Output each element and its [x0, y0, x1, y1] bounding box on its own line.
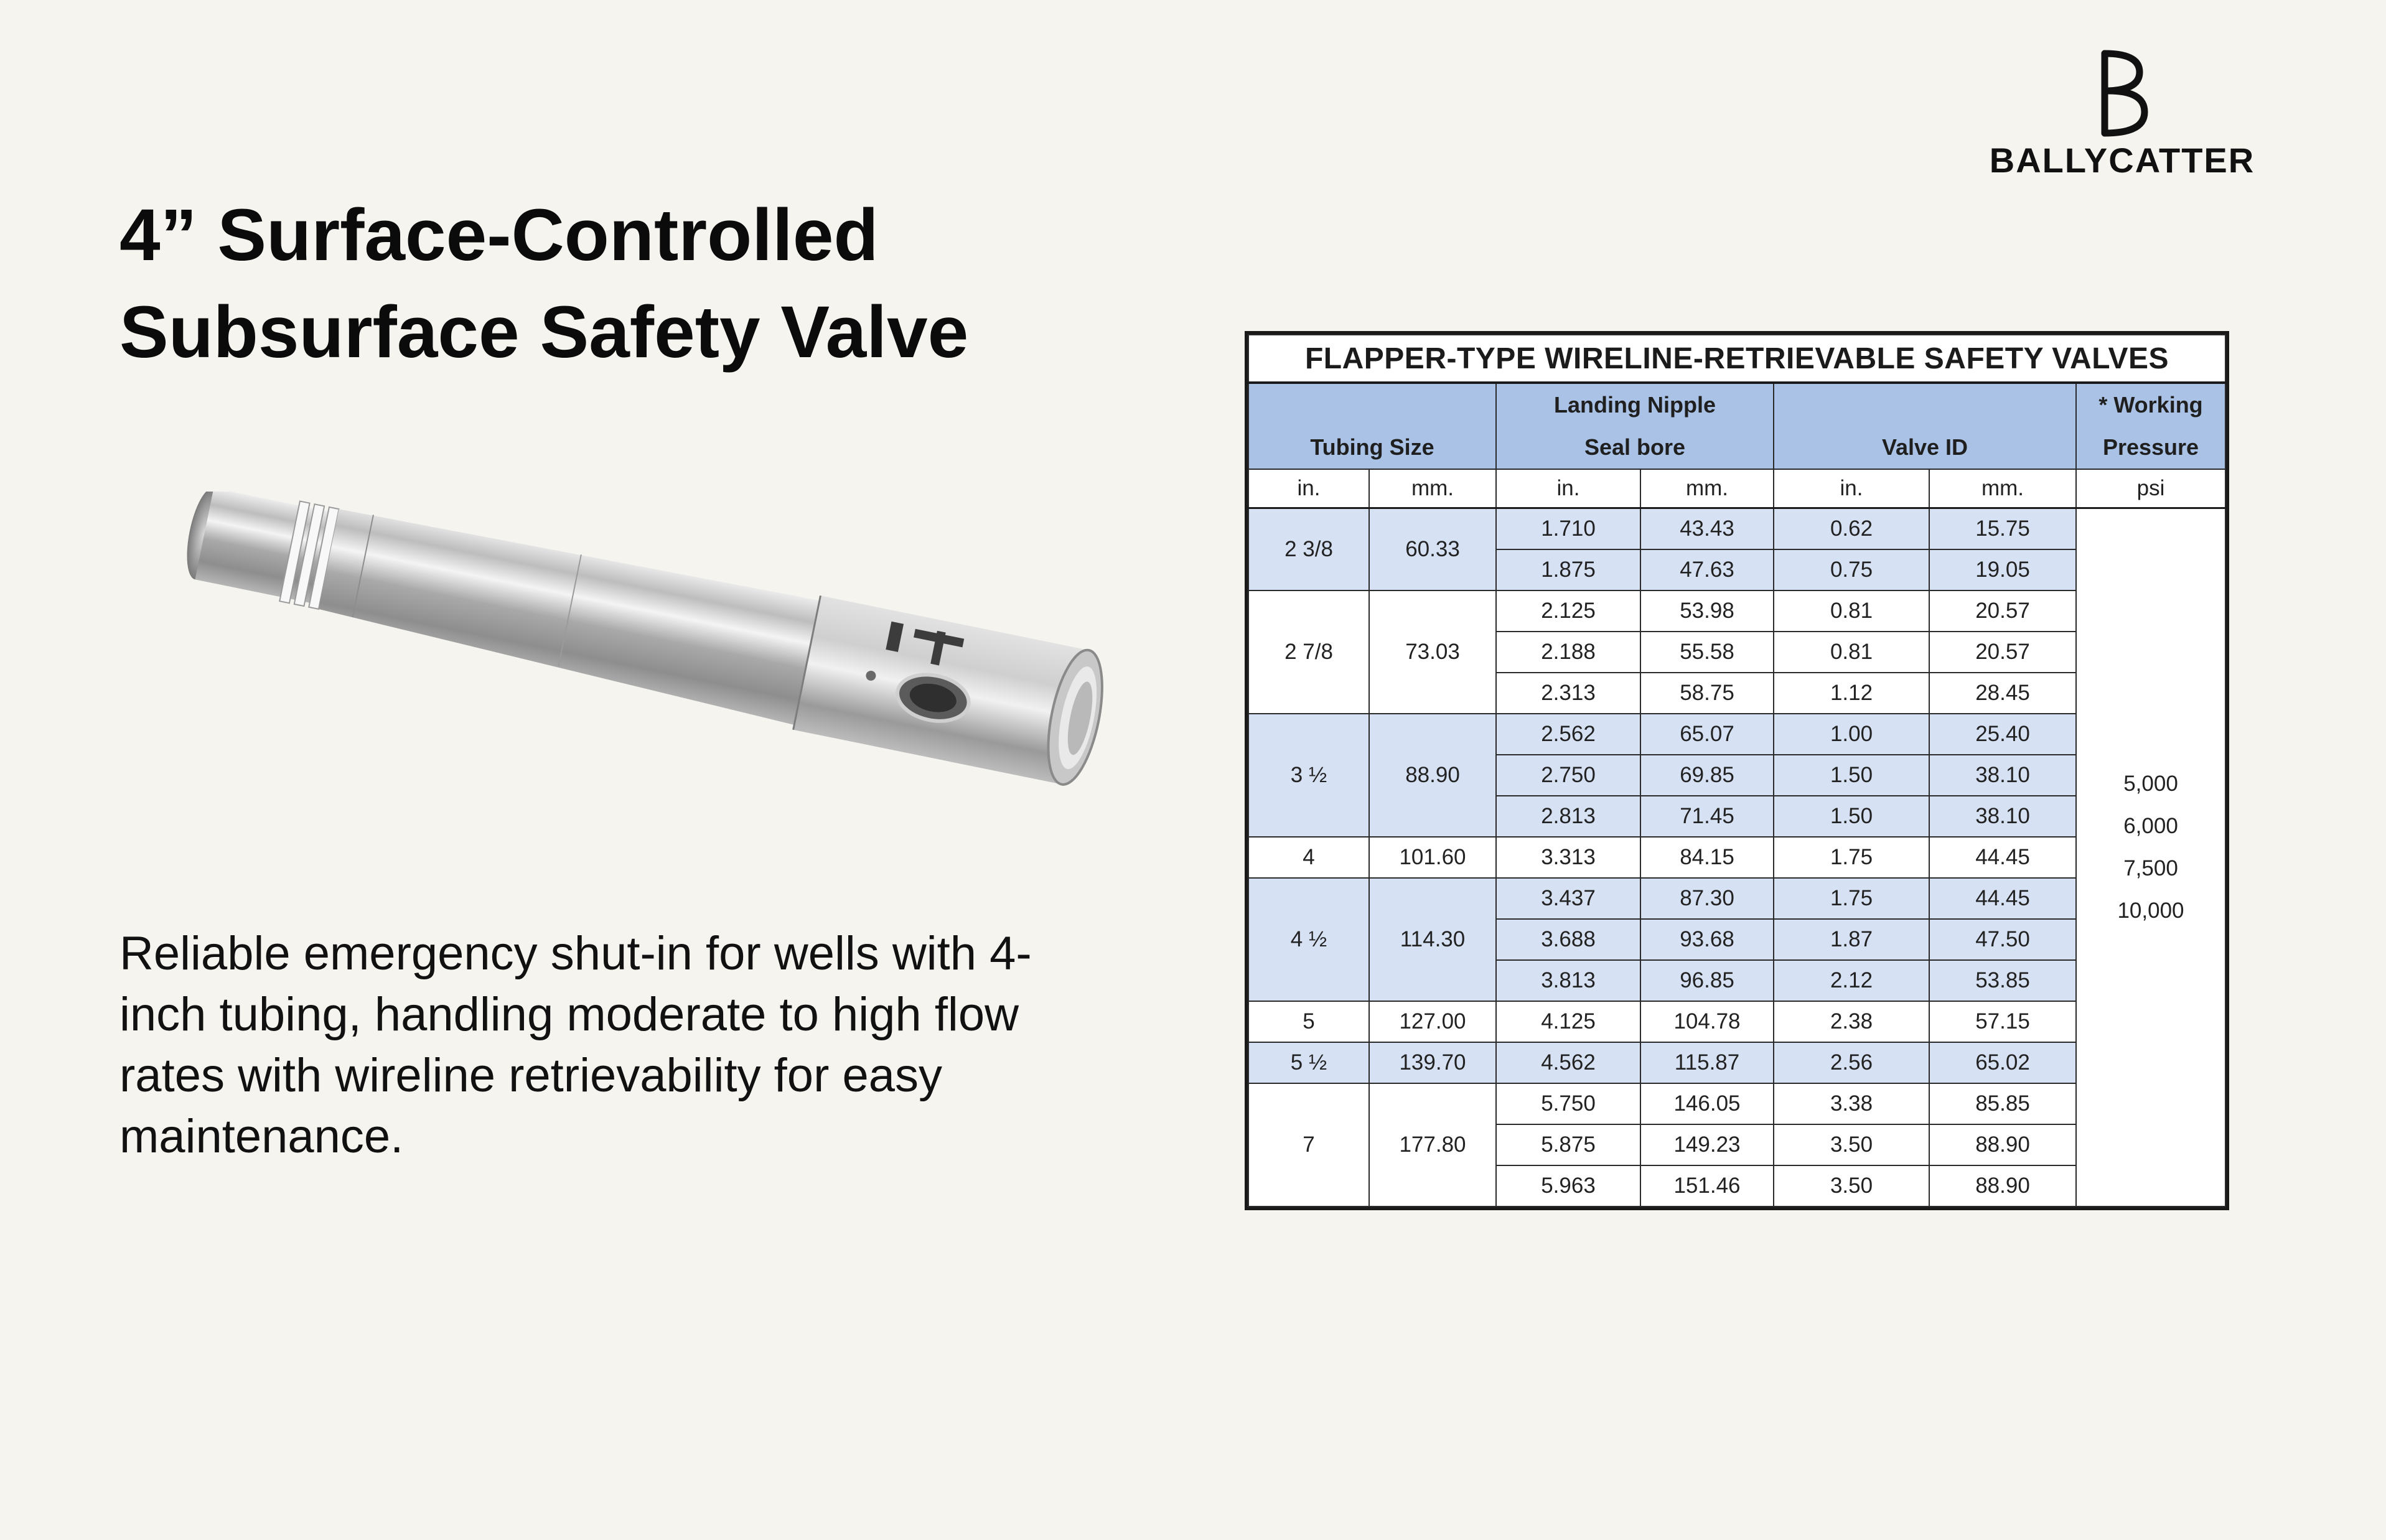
working-pressure-value: 7,500	[2123, 856, 2178, 880]
header-landing-nipple-line-2: Seal bore	[1584, 434, 1686, 460]
tubing-size-mm-cell: 177.80	[1369, 1083, 1496, 1206]
seal-mm-cell: 71.45	[1640, 796, 1774, 837]
header-working-pressure	[2076, 383, 2225, 469]
units-row	[1248, 469, 2225, 508]
valve-mm-cell: 38.10	[1929, 796, 2076, 837]
valve-mm-cell: 15.75	[1929, 508, 2076, 550]
header-valve-id	[1774, 383, 2076, 469]
seal-mm-cell: 43.43	[1640, 508, 1774, 550]
seal-in-cell: 4.125	[1496, 1001, 1640, 1042]
seal-mm-cell: 149.23	[1640, 1124, 1774, 1165]
valve-mm-cell: 85.85	[1929, 1083, 2076, 1124]
valve-mm-cell: 88.90	[1929, 1124, 2076, 1165]
seal-mm-cell: 151.46	[1640, 1165, 1774, 1206]
header-valve-id-label: Valve ID	[1881, 434, 1968, 460]
seal-mm-cell: 65.07	[1640, 714, 1774, 755]
valve-in-cell: 3.50	[1774, 1124, 1929, 1165]
valve-in-cell: 2.56	[1774, 1042, 1929, 1083]
seal-in-cell: 3.688	[1496, 919, 1640, 960]
valve-in-cell: 0.62	[1774, 508, 1929, 550]
valve-in-cell: 0.81	[1774, 632, 1929, 673]
safety-valve-product-image	[162, 492, 1108, 840]
tubing-size-in-cell: 7	[1248, 1083, 1369, 1206]
valve-in-cell: 1.75	[1774, 837, 1929, 878]
seal-in-cell: 2.813	[1496, 796, 1640, 837]
seal-mm-cell: 53.98	[1640, 590, 1774, 632]
tubing-size-mm-cell: 139.70	[1369, 1042, 1496, 1083]
valve-mm-cell: 28.45	[1929, 673, 2076, 714]
seal-mm-cell: 93.68	[1640, 919, 1774, 960]
tubing-size-mm-cell: 127.00	[1369, 1001, 1496, 1042]
valve-in-cell: 3.50	[1774, 1165, 1929, 1206]
tubing-size-mm-cell: 73.03	[1369, 590, 1496, 714]
seal-in-cell: 5.875	[1496, 1124, 1640, 1165]
seal-mm-cell: 87.30	[1640, 878, 1774, 919]
header-tubing-size	[1248, 383, 1496, 469]
valve-mm-cell: 88.90	[1929, 1165, 2076, 1206]
table-title: FLAPPER-TYPE WIRELINE-RETRIEVABLE SAFETY VALVES	[1248, 335, 2225, 383]
unit-cell: mm.	[1369, 469, 1496, 508]
seal-in-cell: 2.125	[1496, 590, 1640, 632]
tubing-size-mm-cell: 114.30	[1369, 878, 1496, 1001]
valve-mm-cell: 47.50	[1929, 919, 2076, 960]
valve-mm-cell: 57.15	[1929, 1001, 2076, 1042]
seal-in-cell: 3.437	[1496, 878, 1640, 919]
working-pressure-value: 5,000	[2123, 772, 2178, 796]
table-row	[1248, 508, 2225, 550]
brand-name: BALLYCATTER	[1989, 141, 2255, 180]
unit-cell: in.	[1496, 469, 1640, 508]
working-pressure-value: 10,000	[2117, 898, 2184, 923]
spec-table	[1248, 334, 2226, 1207]
valve-in-cell: 1.12	[1774, 673, 1929, 714]
working-pressure-list	[2077, 509, 2225, 932]
seal-mm-cell: 69.85	[1640, 755, 1774, 796]
unit-cell: mm.	[1929, 469, 2076, 508]
valve-mm-cell: 20.57	[1929, 632, 2076, 673]
valve-mm-cell: 25.40	[1929, 714, 2076, 755]
seal-in-cell: 4.562	[1496, 1042, 1640, 1083]
seal-mm-cell: 55.58	[1640, 632, 1774, 673]
tubing-size-mm-cell: 101.60	[1369, 837, 1496, 878]
tubing-size-in-cell: 2 3/8	[1248, 508, 1369, 591]
seal-in-cell: 5.750	[1496, 1083, 1640, 1124]
page-title-line-2: Subsurface Safety Valve	[119, 291, 969, 373]
tubing-size-in-cell: 5	[1248, 1001, 1369, 1042]
seal-in-cell: 3.313	[1496, 837, 1640, 878]
tubing-size-in-cell: 5 ½	[1248, 1042, 1369, 1083]
seal-in-cell: 2.750	[1496, 755, 1640, 796]
seal-mm-cell: 84.15	[1640, 837, 1774, 878]
valve-mm-cell: 44.45	[1929, 837, 2076, 878]
seal-mm-cell: 146.05	[1640, 1083, 1774, 1124]
seal-mm-cell: 58.75	[1640, 673, 1774, 714]
tubing-size-mm-cell: 88.90	[1369, 714, 1496, 837]
seal-mm-cell: 115.87	[1640, 1042, 1774, 1083]
valve-mm-cell: 19.05	[1929, 549, 2076, 590]
tubing-size-in-cell: 2 7/8	[1248, 590, 1369, 714]
tubing-size-in-cell: 4 ½	[1248, 878, 1369, 1001]
valve-in-cell: 1.50	[1774, 755, 1929, 796]
valve-in-cell: 2.38	[1774, 1001, 1929, 1042]
valve-in-cell: 1.75	[1774, 878, 1929, 919]
seal-in-cell: 2.188	[1496, 632, 1640, 673]
working-pressure-value: 6,000	[2123, 814, 2178, 838]
seal-mm-cell: 47.63	[1640, 549, 1774, 590]
valve-mm-cell: 38.10	[1929, 755, 2076, 796]
seal-in-cell: 1.875	[1496, 549, 1640, 590]
unit-cell: psi	[2076, 469, 2225, 508]
product-description: Reliable emergency shut-in for wells with 4-inch tubing, handling moderate to high flow rates with wireline retrievability for easy maintenance.	[119, 927, 1032, 1163]
tubing-size-in-cell: 3 ½	[1248, 714, 1369, 837]
ballycatter-b-logo-icon	[2096, 50, 2148, 137]
seal-in-cell: 2.562	[1496, 714, 1640, 755]
header-working-pressure-line-1: * Working	[2098, 392, 2203, 418]
tubing-size-in-cell: 4	[1248, 837, 1369, 878]
seal-mm-cell: 96.85	[1640, 960, 1774, 1001]
valve-in-cell: 3.38	[1774, 1083, 1929, 1124]
seal-mm-cell: 104.78	[1640, 1001, 1774, 1042]
unit-cell: in.	[1774, 469, 1929, 508]
header-working-pressure-line-2: Pressure	[2102, 434, 2199, 460]
unit-cell: mm.	[1640, 469, 1774, 508]
seal-in-cell: 1.710	[1496, 508, 1640, 550]
valve-in-cell: 1.00	[1774, 714, 1929, 755]
valve-in-cell: 2.12	[1774, 960, 1929, 1001]
valve-mm-cell: 20.57	[1929, 590, 2076, 632]
valve-in-cell: 1.87	[1774, 919, 1929, 960]
page-title	[119, 187, 1115, 381]
working-pressure-cell	[2076, 508, 2225, 1207]
brand-logo	[1979, 50, 2265, 180]
valve-in-cell: 1.50	[1774, 796, 1929, 837]
valve-mm-cell: 65.02	[1929, 1042, 2076, 1083]
valve-in-cell: 0.75	[1774, 549, 1929, 590]
seal-in-cell: 3.813	[1496, 960, 1640, 1001]
tubing-size-mm-cell: 60.33	[1369, 508, 1496, 591]
page-title-line-1: 4” Surface-Controlled	[119, 194, 879, 276]
header-landing-nipple-line-1: Landing Nipple	[1554, 392, 1716, 418]
valve-mm-cell: 53.85	[1929, 960, 2076, 1001]
valve-in-cell: 0.81	[1774, 590, 1929, 632]
header-tubing-size-label: Tubing Size	[1310, 434, 1434, 460]
seal-in-cell: 2.313	[1496, 673, 1640, 714]
unit-cell: in.	[1248, 469, 1369, 508]
valve-mm-cell: 44.45	[1929, 878, 2076, 919]
header-landing-nipple	[1496, 383, 1774, 469]
seal-in-cell: 5.963	[1496, 1165, 1640, 1206]
